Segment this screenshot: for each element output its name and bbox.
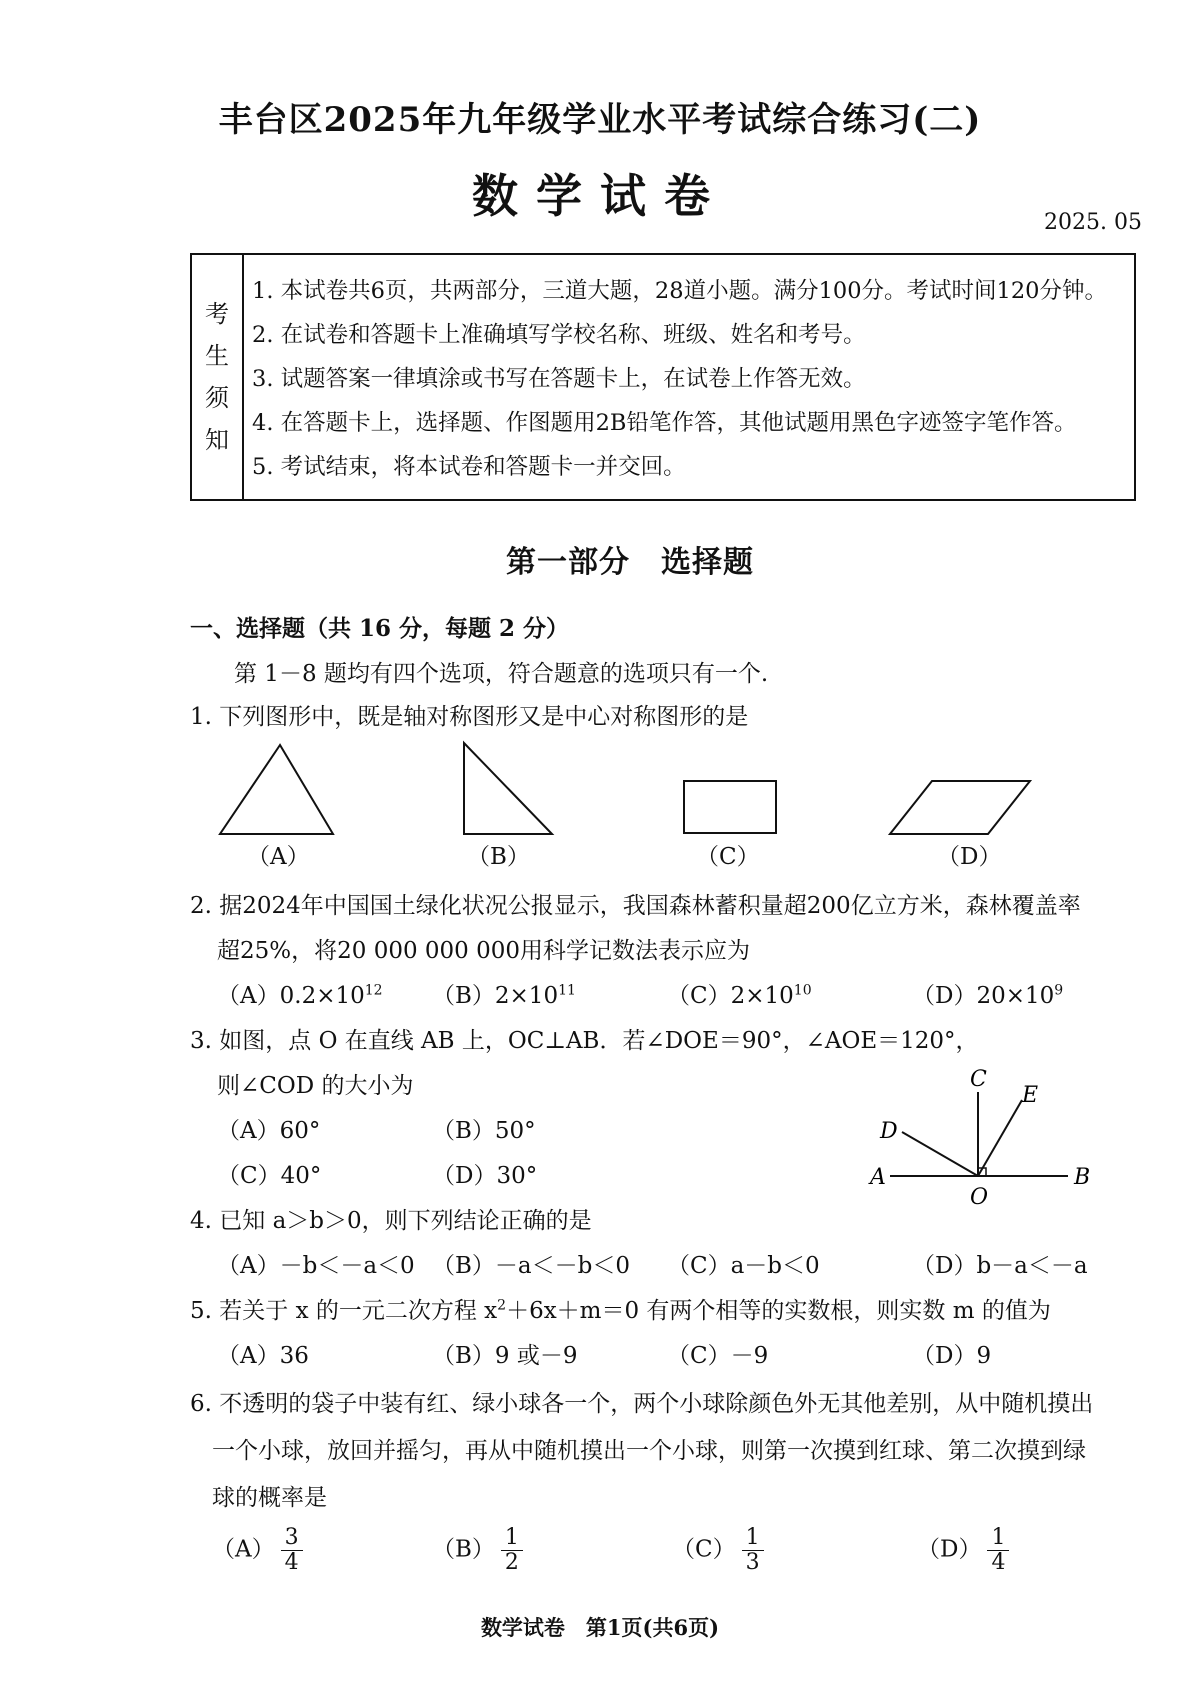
question-1-stem: 1. 下列图形中，既是轴对称图形又是中心对称图形的是 — [190, 704, 749, 730]
question-2-option-c: $(C)2\times 10^{10}$ — [667, 982, 812, 1009]
ray-oe — [978, 1100, 1022, 1176]
question-4-option-d: （D）b－a＜－a — [912, 1253, 1088, 1279]
point-label-o: O — [970, 1185, 989, 1210]
question-1-label-d: （D） — [937, 844, 1002, 870]
question-2-option-b: $(B)2\times 10^{11}$ — [432, 982, 576, 1009]
question-3-option-a: （A）60° — [217, 1118, 321, 1144]
notice-item: 3. 试题答案一律填涂或书写在答题卡上，在试卷上作答无效。 — [252, 366, 866, 392]
point-label-c: C — [970, 1067, 987, 1092]
part-title: 第一部分 选择题 — [506, 545, 754, 580]
question-5-option-a: （A）36 — [217, 1343, 309, 1369]
question-3-stem-line2: 则∠COD 的大小为 — [217, 1073, 414, 1099]
section-heading: 一、选择题（共 16 分，每题 2 分） — [190, 615, 570, 642]
question-2-stem-line1: 2. 据2024年中国国土绿化状况公报显示，我国森林蓄积量超200亿立方米，森林覆盖率 — [190, 893, 1081, 919]
question-4-option-a: （A）－b＜－a＜0 — [217, 1253, 415, 1279]
parallelogram-shape — [890, 781, 1030, 834]
question-4-option-b: （B）－a＜－b＜0 — [432, 1253, 630, 1279]
paper-subtitle: 数学试卷 — [472, 169, 728, 223]
question-6-option-b: （B） $\frac{1}{2}$ — [432, 1526, 523, 1575]
question-1-label-a: （A） — [247, 844, 310, 870]
question-6-stem-line1: 6. 不透明的袋子中装有红、绿小球各一个，两个小球除颜色外无其他差别，从中随机摸出 — [190, 1391, 1094, 1417]
question-3-option-b: （B）50° — [432, 1118, 536, 1144]
notice-label — [192, 255, 244, 499]
point-label-e: E — [1022, 1083, 1039, 1108]
exam-date: 2025. 05 — [1044, 210, 1142, 235]
point-label-a: A — [870, 1165, 886, 1190]
question-3-stem-line1: 3. 如图，点 O 在直线 AB 上，OC⊥AB．若∠DOE＝90°，∠AOE＝120°， — [190, 1028, 979, 1054]
question-5-stem: 5. 若关于 x 的一元二次方程 $x^2+6x+m=0$ 有两个相等的实数根，则实数 m 的值为 — [190, 1297, 1051, 1324]
section-instruction: 第 1－8 题均有四个选项，符合题意的选项只有一个. — [234, 661, 769, 687]
equilateral-triangle-shape — [220, 745, 333, 834]
question-2-option-d: $(D)20\times 10^9$ — [912, 982, 1064, 1009]
question-5-option-b: （B）9 或－9 — [432, 1343, 578, 1369]
question-6-option-a: （A） $\frac{3}{4}$ — [212, 1526, 303, 1575]
point-label-b: B — [1074, 1165, 1091, 1190]
notice-list — [252, 269, 1107, 489]
notice-item: 1. 本试卷共6页，共两部分，三道大题，28道小题。满分100分。考试时间120分钟。 — [252, 278, 1107, 304]
exam-notice-box — [190, 253, 1136, 501]
notice-label-char: 须 — [205, 384, 229, 412]
question-3-option-c: （C）40° — [217, 1163, 322, 1189]
ray-od — [902, 1132, 978, 1176]
question-5-option-c: （C）－9 — [667, 1343, 769, 1369]
question-2-stem-line2: 超25%，将20 000 000 000用科学记数法表示应为 — [217, 938, 751, 964]
question-6-option-d: （D） $\frac{1}{4}$ — [917, 1526, 1009, 1575]
notice-label-char: 生 — [205, 342, 229, 370]
rectangle-shape — [684, 781, 776, 833]
question-3-option-d: （D）30° — [432, 1163, 538, 1189]
question-6-option-c: （C） $\frac{1}{3}$ — [672, 1526, 764, 1575]
question-2-option-a: $(A)0.2\times 10^{12}$ — [217, 982, 383, 1009]
question-6-stem-line3: 球的概率是 — [212, 1485, 327, 1511]
notice-label-char: 知 — [205, 426, 229, 454]
page-footer: 数学试卷 第1页(共6页) — [480, 1615, 720, 1640]
notice-item: 5. 考试结束，将本试卷和答题卡一并交回。 — [252, 454, 686, 480]
question-1-label-b: （B） — [467, 844, 530, 870]
question-4-option-c: （C）a－b＜0 — [667, 1253, 820, 1279]
question-1-figures — [180, 735, 1060, 855]
question-1-label-c: （C） — [696, 844, 760, 870]
exam-title: 丰台区2025年九年级学业水平考试综合练习(二) — [218, 100, 982, 140]
right-triangle-shape — [464, 743, 552, 834]
notice-item: 4. 在答题卡上，选择题、作图题用2B铅笔作答，其他试题用黑色字迹签字笔作答。 — [252, 410, 1077, 436]
point-label-d: D — [880, 1119, 898, 1144]
question-4-stem: 4. 已知 a＞b＞0，则下列结论正确的是 — [190, 1208, 592, 1234]
notice-item: 2. 在试卷和答题卡上准确填写学校名称、班级、姓名和考号。 — [252, 322, 866, 348]
notice-label-char: 考 — [205, 300, 229, 328]
question-5-option-d: （D）9 — [912, 1343, 992, 1369]
question-3-angle-figure — [860, 1062, 1100, 1212]
question-6-stem-line2: 一个小球，放回并摇匀，再从中随机摸出一个小球，则第一次摸到红球、第二次摸到绿 — [212, 1438, 1086, 1464]
